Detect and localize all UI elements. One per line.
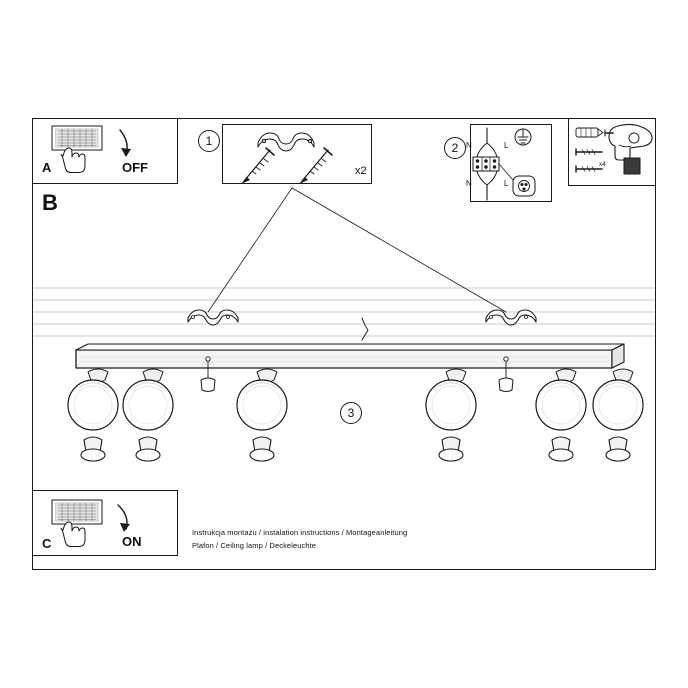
- step-a-letter: A: [42, 160, 52, 175]
- step-1-number: 1: [198, 130, 220, 152]
- step-a-state-label: OFF: [122, 160, 148, 175]
- step-b-letter: B: [42, 190, 58, 215]
- terminal-label-l-top: L: [504, 141, 509, 150]
- terminal-label-n-top: N: [466, 141, 472, 150]
- instructions-line: Instrukcja montażu / instalation instructions / Montageanleitung: [192, 528, 408, 537]
- terminal-label-l-bottom: L: [504, 179, 509, 188]
- step-2-box: [470, 124, 552, 202]
- step-a-box: [32, 118, 178, 184]
- terminal-label-n-bottom: N: [466, 179, 472, 188]
- step-c-state-label: ON: [122, 534, 142, 549]
- tools-box: [568, 118, 656, 186]
- step-2-number: 2: [444, 137, 466, 159]
- step-3-number: 3: [340, 402, 362, 424]
- step-c-box: [32, 490, 178, 556]
- tools-quantity: x4: [599, 161, 606, 168]
- step-1-quantity: x2: [355, 165, 367, 177]
- step-c-letter: C: [42, 536, 52, 551]
- step-1-box: [222, 124, 372, 184]
- product-line: Plafon / Ceiling lamp / Deckeleuchte: [192, 541, 317, 550]
